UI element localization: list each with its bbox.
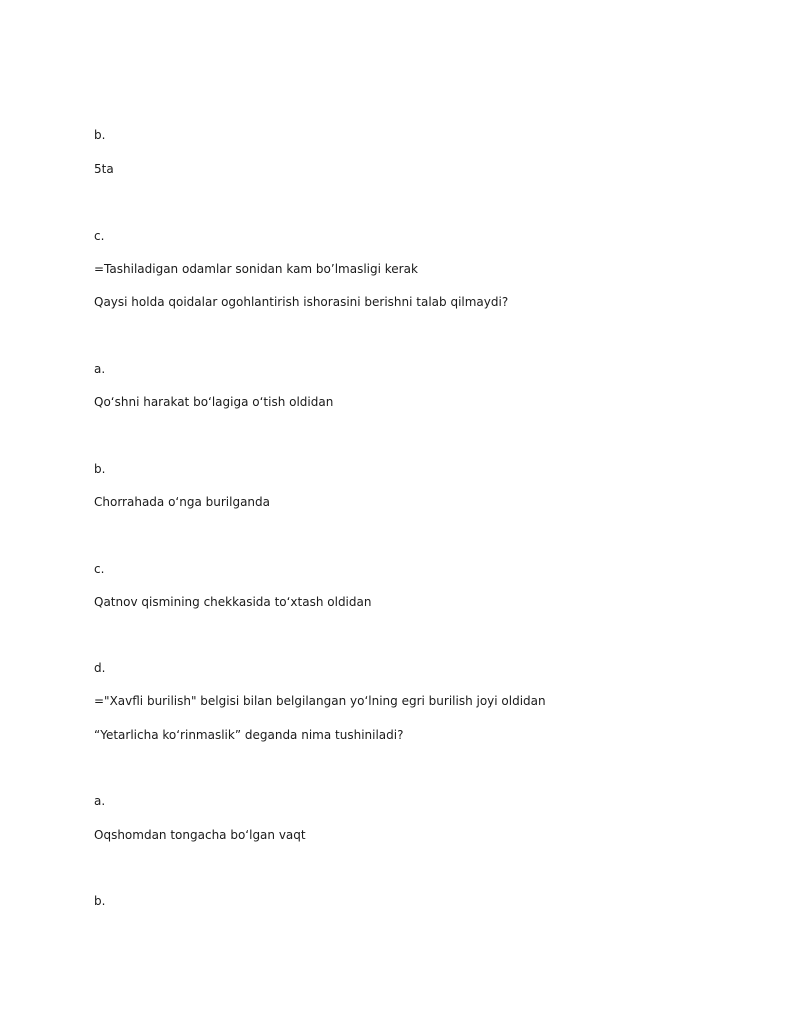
option-letter: b.: [94, 462, 106, 476]
question-text: Qaysi holda qoidalar ogohlantirish ishorasini berishni talab qilmaydi?: [94, 295, 509, 309]
option-letter: a.: [94, 362, 106, 376]
option-letter: c.: [94, 562, 105, 576]
option-text: ="Xavfli burilish" belgisi bilan belgilangan yo‘lning egri burilish joyi oldidan: [94, 694, 546, 708]
option-letter: d.: [94, 661, 106, 675]
question-text: “Yetarlicha ko‘rinmaslik” deganda nima tushiniladi?: [94, 728, 404, 742]
option-text: Qatnov qismining chekkasida to‘xtash oldidan: [94, 595, 372, 609]
option-text: Chorrahada o‘nga burilganda: [94, 495, 270, 509]
option-text: Oqshomdan tongacha bo‘lgan vaqt: [94, 828, 306, 842]
option-text: =Tashiladigan odamlar sonidan kam bo’lmasligi kerak: [94, 262, 418, 276]
option-letter: c.: [94, 229, 105, 243]
option-text: Qo‘shni harakat bo‘lagiga o‘tish oldidan: [94, 395, 334, 409]
option-letter: b.: [94, 894, 106, 908]
option-text: 5ta: [94, 162, 114, 176]
option-letter: b.: [94, 128, 106, 142]
option-letter: a.: [94, 794, 106, 808]
